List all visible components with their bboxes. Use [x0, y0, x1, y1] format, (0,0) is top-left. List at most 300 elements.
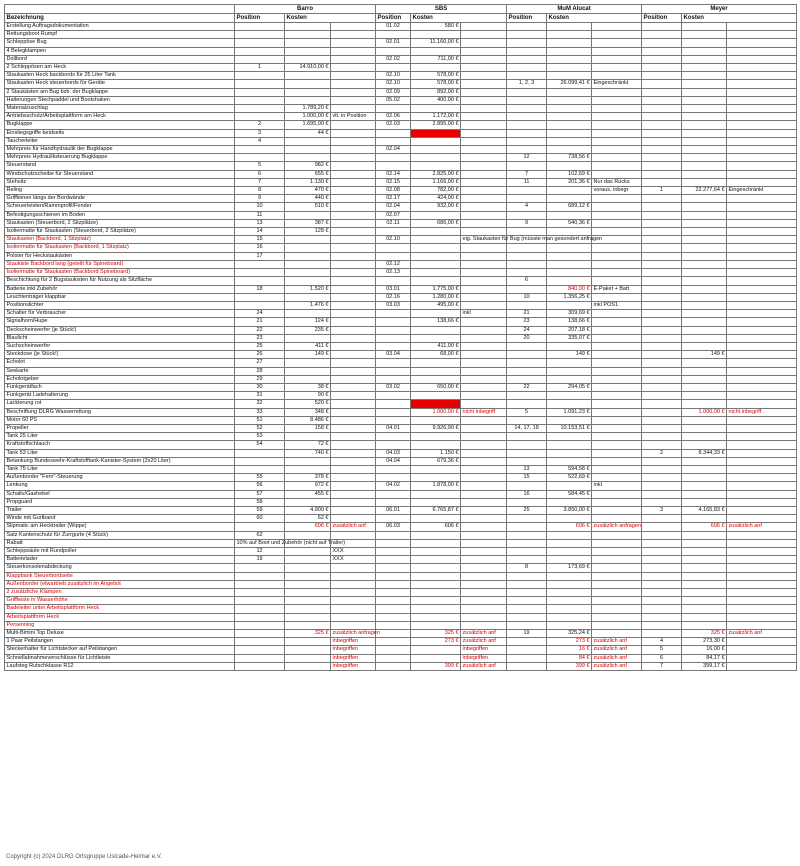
meyer-cost — [682, 359, 727, 367]
meyer-position — [642, 342, 682, 350]
table-row — [5, 219, 797, 227]
sbs-note — [461, 219, 507, 227]
mum-position: 19 — [507, 630, 547, 638]
meyer-position — [642, 367, 682, 375]
sbs-note — [461, 465, 507, 473]
mum-position — [507, 375, 547, 383]
mum-note — [592, 219, 642, 227]
barro-cost — [285, 375, 331, 383]
sbs-cost: 273 € — [411, 638, 461, 646]
meyer-position — [642, 523, 682, 531]
barro-note: inbegriffen — [331, 662, 376, 670]
table-row — [5, 228, 797, 236]
item-label: Kraftstoffschlauch — [5, 441, 235, 449]
mum-note — [592, 154, 642, 162]
barro-position — [235, 457, 285, 465]
meyer-position — [642, 269, 682, 277]
meyer-position — [642, 589, 682, 597]
mum-position — [507, 47, 547, 55]
barro-note — [331, 211, 376, 219]
sbs-position — [376, 597, 411, 605]
sbs-position: 02.14 — [376, 170, 411, 178]
mum-note — [592, 211, 642, 219]
barro-cost: 982 € — [285, 162, 331, 170]
meyer-cost — [682, 383, 727, 391]
barro-position: 16 — [235, 244, 285, 252]
item-label: Mehrpreis Hydrauliksteuerung Bugklappe — [5, 154, 235, 162]
item-label: Multi-Bimini Top Deluxe — [5, 630, 235, 638]
mum-position — [507, 457, 547, 465]
mum-cost — [547, 597, 592, 605]
meyer-note — [727, 342, 797, 350]
barro-note — [331, 219, 376, 227]
meyer-note — [727, 326, 797, 334]
meyer-position: 4 — [642, 638, 682, 646]
mum-note — [592, 252, 642, 260]
item-label: Rettungsboot Rumpf — [5, 31, 235, 39]
sbs-cost — [411, 539, 461, 547]
meyer-note — [727, 88, 797, 96]
meyer-note — [727, 375, 797, 383]
meyer-position — [642, 359, 682, 367]
mum-cost — [547, 342, 592, 350]
sbs-position: 04.04 — [376, 457, 411, 465]
barro-cost: 378 € — [285, 474, 331, 482]
mum-note — [592, 621, 642, 629]
barro-cost: 149 € — [285, 351, 331, 359]
sbs-cost: 1.878,00 € — [411, 482, 461, 490]
barro-note — [331, 408, 376, 416]
meyer-note — [727, 441, 797, 449]
barro-cost: 455 € — [285, 490, 331, 498]
mum-position — [507, 113, 547, 121]
barro-position: 13 — [235, 219, 285, 227]
sbs-position — [376, 498, 411, 506]
meyer-cost — [682, 490, 727, 498]
barro-cost — [285, 137, 331, 145]
barro-position — [235, 55, 285, 63]
barro-note: XXX — [331, 548, 376, 556]
mum-cost: 173,69 € — [547, 564, 592, 572]
barro-cost: 4.900 € — [285, 506, 331, 514]
sbs-note — [461, 367, 507, 375]
mum-position — [507, 301, 547, 309]
mum-note — [592, 433, 642, 441]
sbs-position: 02.15 — [376, 178, 411, 186]
mum-note — [592, 170, 642, 178]
meyer-cost — [682, 515, 727, 523]
mum-position — [507, 654, 547, 662]
item-label: Tank 25 Liter — [5, 433, 235, 441]
barro-position: 10% auf Boot und Zubehör (nicht auf Trailer) — [236, 539, 346, 546]
barro-note — [331, 88, 376, 96]
meyer-note — [727, 47, 797, 55]
meyer-position: 7 — [642, 662, 682, 670]
barro-cost — [285, 465, 331, 473]
barro-position: 57 — [235, 490, 285, 498]
sbs-cost — [411, 597, 461, 605]
barro-cost: 740 € — [285, 449, 331, 457]
table-row — [5, 367, 797, 375]
table-row — [5, 96, 797, 104]
meyer-cost — [682, 539, 727, 547]
barro-cost — [285, 556, 331, 564]
mum-note — [592, 416, 642, 424]
sbs-cost — [411, 654, 461, 662]
mum-cost: 84 € — [547, 654, 592, 662]
meyer-cost — [682, 605, 727, 613]
item-label: Persenning — [5, 621, 235, 629]
item-label: Schnellabnahmeverschlüsse für Lichtleiste — [5, 654, 235, 662]
sbs-position: 02.13 — [376, 269, 411, 277]
meyer-cost — [682, 433, 727, 441]
barro-position — [235, 605, 285, 613]
meyer-position — [642, 170, 682, 178]
barro-position: 22 — [235, 326, 285, 334]
mum-cost — [547, 482, 592, 490]
mum-note: Nur das Rücks — [592, 178, 642, 186]
barro-position: 14 — [235, 228, 285, 236]
meyer-position — [642, 88, 682, 96]
barro-position — [235, 154, 285, 162]
meyer-cost — [682, 113, 727, 121]
meyer-position — [642, 47, 682, 55]
sbs-note — [461, 195, 507, 203]
sbs-cost: 892,00 € — [411, 88, 461, 96]
sbs-position — [376, 154, 411, 162]
mum-cost — [547, 277, 592, 285]
mum-note: zusätzlich anf — [592, 646, 642, 654]
mum-cost — [547, 64, 592, 72]
mum-cost: 325,24 € — [547, 630, 592, 638]
item-label: Klappbank Steuerbordseite — [5, 572, 235, 580]
sbs-note — [461, 88, 507, 96]
mum-cost — [547, 301, 592, 309]
barro-cost — [285, 580, 331, 588]
mum-cost — [547, 515, 592, 523]
item-label: Materialzuschlag — [5, 105, 235, 113]
meyer-note — [727, 269, 797, 277]
meyer-note — [727, 638, 797, 646]
table-row — [5, 621, 797, 629]
item-label: Satz Kantenschutz für Zurrgurte (4 Stück) — [5, 531, 235, 539]
barro-position: 12 — [235, 548, 285, 556]
meyer-note — [727, 359, 797, 367]
mum-note — [592, 342, 642, 350]
barro-position: 24 — [235, 310, 285, 318]
meyer-cost — [682, 195, 727, 203]
meyer-cost — [682, 137, 727, 145]
meyer-note — [727, 548, 797, 556]
sbs-note: inbegriffen — [461, 654, 507, 662]
mum-cost: 738,56 € — [547, 154, 592, 162]
meyer-position — [642, 277, 682, 285]
sbs-note — [461, 548, 507, 556]
mum-position — [507, 433, 547, 441]
mum-position — [507, 285, 547, 293]
barro-note — [331, 162, 376, 170]
barro-note — [331, 105, 376, 113]
meyer-position — [642, 564, 682, 572]
table-row — [5, 408, 797, 416]
sbs-note — [461, 490, 507, 498]
meyer-note — [727, 55, 797, 63]
meyer-note — [727, 39, 797, 47]
item-label: 4 Belegklampen — [5, 47, 235, 55]
table-row — [5, 55, 797, 63]
item-label: Suchscheinwerfer — [5, 342, 235, 350]
barro-position: 33 — [235, 408, 285, 416]
mum-note — [592, 539, 642, 547]
mum-position — [507, 589, 547, 597]
sbs-cost — [411, 146, 461, 154]
mum-note — [592, 367, 642, 375]
sbs-cost — [411, 531, 461, 539]
sbs-note — [461, 318, 507, 326]
meyer-position — [642, 146, 682, 154]
table-row — [5, 318, 797, 326]
barro-cost — [285, 662, 331, 670]
meyer-cost — [682, 441, 727, 449]
mum-position — [507, 23, 547, 31]
mum-cost: 16 € — [547, 646, 592, 654]
barro-position: 28 — [235, 367, 285, 375]
sbs-cost: 1.166,00 € — [411, 178, 461, 186]
sbs-note — [461, 244, 507, 252]
mum-position — [507, 523, 547, 531]
meyer-position: 3 — [642, 506, 682, 514]
sbs-note — [461, 178, 507, 186]
mum-cost — [547, 416, 592, 424]
item-label: Positionslichter — [5, 301, 235, 309]
table-row — [5, 277, 797, 285]
table-row — [5, 539, 797, 547]
sbs-note — [461, 293, 507, 301]
sbs-position — [376, 621, 411, 629]
meyer-cost — [682, 334, 727, 342]
sbs-position — [376, 638, 411, 646]
barro-note — [331, 424, 376, 432]
meyer-position — [642, 285, 682, 293]
mum-cost — [547, 441, 592, 449]
meyer-position — [642, 424, 682, 432]
meyer-position — [642, 416, 682, 424]
sbs-note — [461, 252, 507, 260]
barro-cost: 235 € — [285, 326, 331, 334]
sbs-position — [376, 654, 411, 662]
sbs-position — [376, 465, 411, 473]
meyer-cost — [682, 244, 727, 252]
sbs-cost — [411, 137, 461, 145]
item-label: Rabatt — [5, 539, 235, 547]
mum-note — [592, 129, 642, 137]
mum-note — [592, 359, 642, 367]
barro-position: 31 — [235, 392, 285, 400]
sbs-cost — [411, 621, 461, 629]
sbs-position: 02.04 — [376, 146, 411, 154]
mum-note — [592, 351, 642, 359]
sbs-note — [461, 580, 507, 588]
mum-note — [592, 244, 642, 252]
barro-cost: 38 € — [285, 383, 331, 391]
sbs-cost: 399 € — [411, 662, 461, 670]
mum-note — [592, 441, 642, 449]
sbs-cost: 782,00 € — [411, 187, 461, 195]
mum-position — [507, 269, 547, 277]
mum-position — [507, 646, 547, 654]
meyer-cost — [682, 269, 727, 277]
meyer-note: Eingeschränkt — [727, 187, 797, 195]
barro-note — [331, 129, 376, 137]
meyer-cost — [682, 203, 727, 211]
mum-cost: 102,69 € — [547, 170, 592, 178]
mum-cost: 1.091,23 € — [547, 408, 592, 416]
meyer-cost — [682, 613, 727, 621]
group-header: SBS — [376, 5, 507, 14]
mum-cost — [547, 228, 592, 236]
sbs-note — [461, 515, 507, 523]
mum-cost — [547, 589, 592, 597]
meyer-position — [642, 137, 682, 145]
meyer-note — [727, 515, 797, 523]
sbs-position — [376, 515, 411, 523]
sbs-note — [461, 55, 507, 63]
meyer-cost: 8.344,33 € — [682, 449, 727, 457]
barro-position — [235, 31, 285, 39]
meyer-note — [727, 178, 797, 186]
meyer-note — [727, 113, 797, 121]
mum-cost: 149 € — [547, 351, 592, 359]
barro-note — [331, 23, 376, 31]
barro-position — [235, 96, 285, 104]
mum-position — [507, 392, 547, 400]
mum-position — [507, 162, 547, 170]
meyer-note — [727, 613, 797, 621]
barro-cost: 348 € — [285, 408, 331, 416]
sbs-position: 04.01 — [376, 424, 411, 432]
item-label: Signalhorn/Hupe — [5, 318, 235, 326]
table-row — [5, 195, 797, 203]
meyer-position — [642, 252, 682, 260]
meyer-note — [727, 146, 797, 154]
item-label: Steckerhalter für Lichtstecker auf Peilstangen — [5, 646, 235, 654]
mum-note — [592, 605, 642, 613]
sbs-position — [376, 392, 411, 400]
barro-position: 3 — [235, 129, 285, 137]
sbs-note — [461, 564, 507, 572]
barro-position: 62 — [235, 531, 285, 539]
table-row — [5, 383, 797, 391]
sbs-note — [461, 597, 507, 605]
sbs-position — [376, 105, 411, 113]
table-row — [5, 47, 797, 55]
barro-cost — [285, 293, 331, 301]
mum-position: 10 — [507, 293, 547, 301]
meyer-cost — [682, 72, 727, 80]
sbs-cost — [411, 211, 461, 219]
meyer-note — [727, 137, 797, 145]
meyer-note — [727, 96, 797, 104]
meyer-position — [642, 474, 682, 482]
item-label: Echolot — [5, 359, 235, 367]
mum-position: 13 — [507, 465, 547, 473]
sbs-position: 02.16 — [376, 293, 411, 301]
mum-cost — [547, 548, 592, 556]
barro-note — [331, 195, 376, 203]
item-label: Staukasten (Steuerbord, 2 Sitzplätze) — [5, 219, 235, 227]
mum-position — [507, 572, 547, 580]
table-row — [5, 31, 797, 39]
meyer-position — [642, 351, 682, 359]
meyer-cost — [682, 597, 727, 605]
sbs-position — [376, 310, 411, 318]
sbs-cost — [411, 433, 461, 441]
table-row — [5, 523, 797, 531]
sbs-position: 02.11 — [376, 219, 411, 227]
meyer-note — [727, 31, 797, 39]
mum-cost — [547, 129, 592, 137]
item-label: Windschutzscheibe für Steuerstand — [5, 170, 235, 178]
mum-cost — [547, 88, 592, 96]
meyer-cost — [682, 252, 727, 260]
meyer-position — [642, 605, 682, 613]
mum-position — [507, 39, 547, 47]
barro-note — [331, 154, 376, 162]
meyer-cost — [682, 64, 727, 72]
barro-position: 4 — [235, 137, 285, 145]
barro-note — [331, 334, 376, 342]
sbs-position: 05.02 — [376, 96, 411, 104]
sbs-note — [461, 170, 507, 178]
mum-position — [507, 55, 547, 63]
meyer-note — [727, 506, 797, 514]
header-blank — [5, 5, 235, 14]
barro-position — [235, 572, 285, 580]
meyer-position — [642, 219, 682, 227]
sbs-cost — [411, 498, 461, 506]
mum-position — [507, 367, 547, 375]
table-row — [5, 465, 797, 473]
meyer-note — [727, 465, 797, 473]
mum-position — [507, 638, 547, 646]
meyer-position: 6 — [642, 654, 682, 662]
meyer-position — [642, 392, 682, 400]
item-label: Leuchtenträger klappbar — [5, 293, 235, 301]
group-header: Meyer — [642, 5, 797, 14]
barro-cost — [285, 244, 331, 252]
barro-cost: 1.000,00 € — [285, 113, 331, 121]
item-label: Steuerstand — [5, 162, 235, 170]
sbs-note — [461, 96, 507, 104]
meyer-cost: 16,00 € — [682, 646, 727, 654]
barro-note — [331, 252, 376, 260]
sbs-note — [461, 523, 507, 531]
barro-cost — [285, 23, 331, 31]
barro-cost: 128 € — [285, 228, 331, 236]
barro-note — [331, 457, 376, 465]
sbs-cost: 650,00 € — [411, 383, 461, 391]
mum-position — [507, 359, 547, 367]
mum-note — [592, 457, 642, 465]
table-row — [5, 64, 797, 72]
table-row — [5, 506, 797, 514]
meyer-cost — [682, 474, 727, 482]
table-row — [5, 662, 797, 670]
sbs-position — [376, 400, 411, 408]
table-row — [5, 351, 797, 359]
position-header: Position — [376, 14, 411, 23]
sbs-cost — [411, 548, 461, 556]
